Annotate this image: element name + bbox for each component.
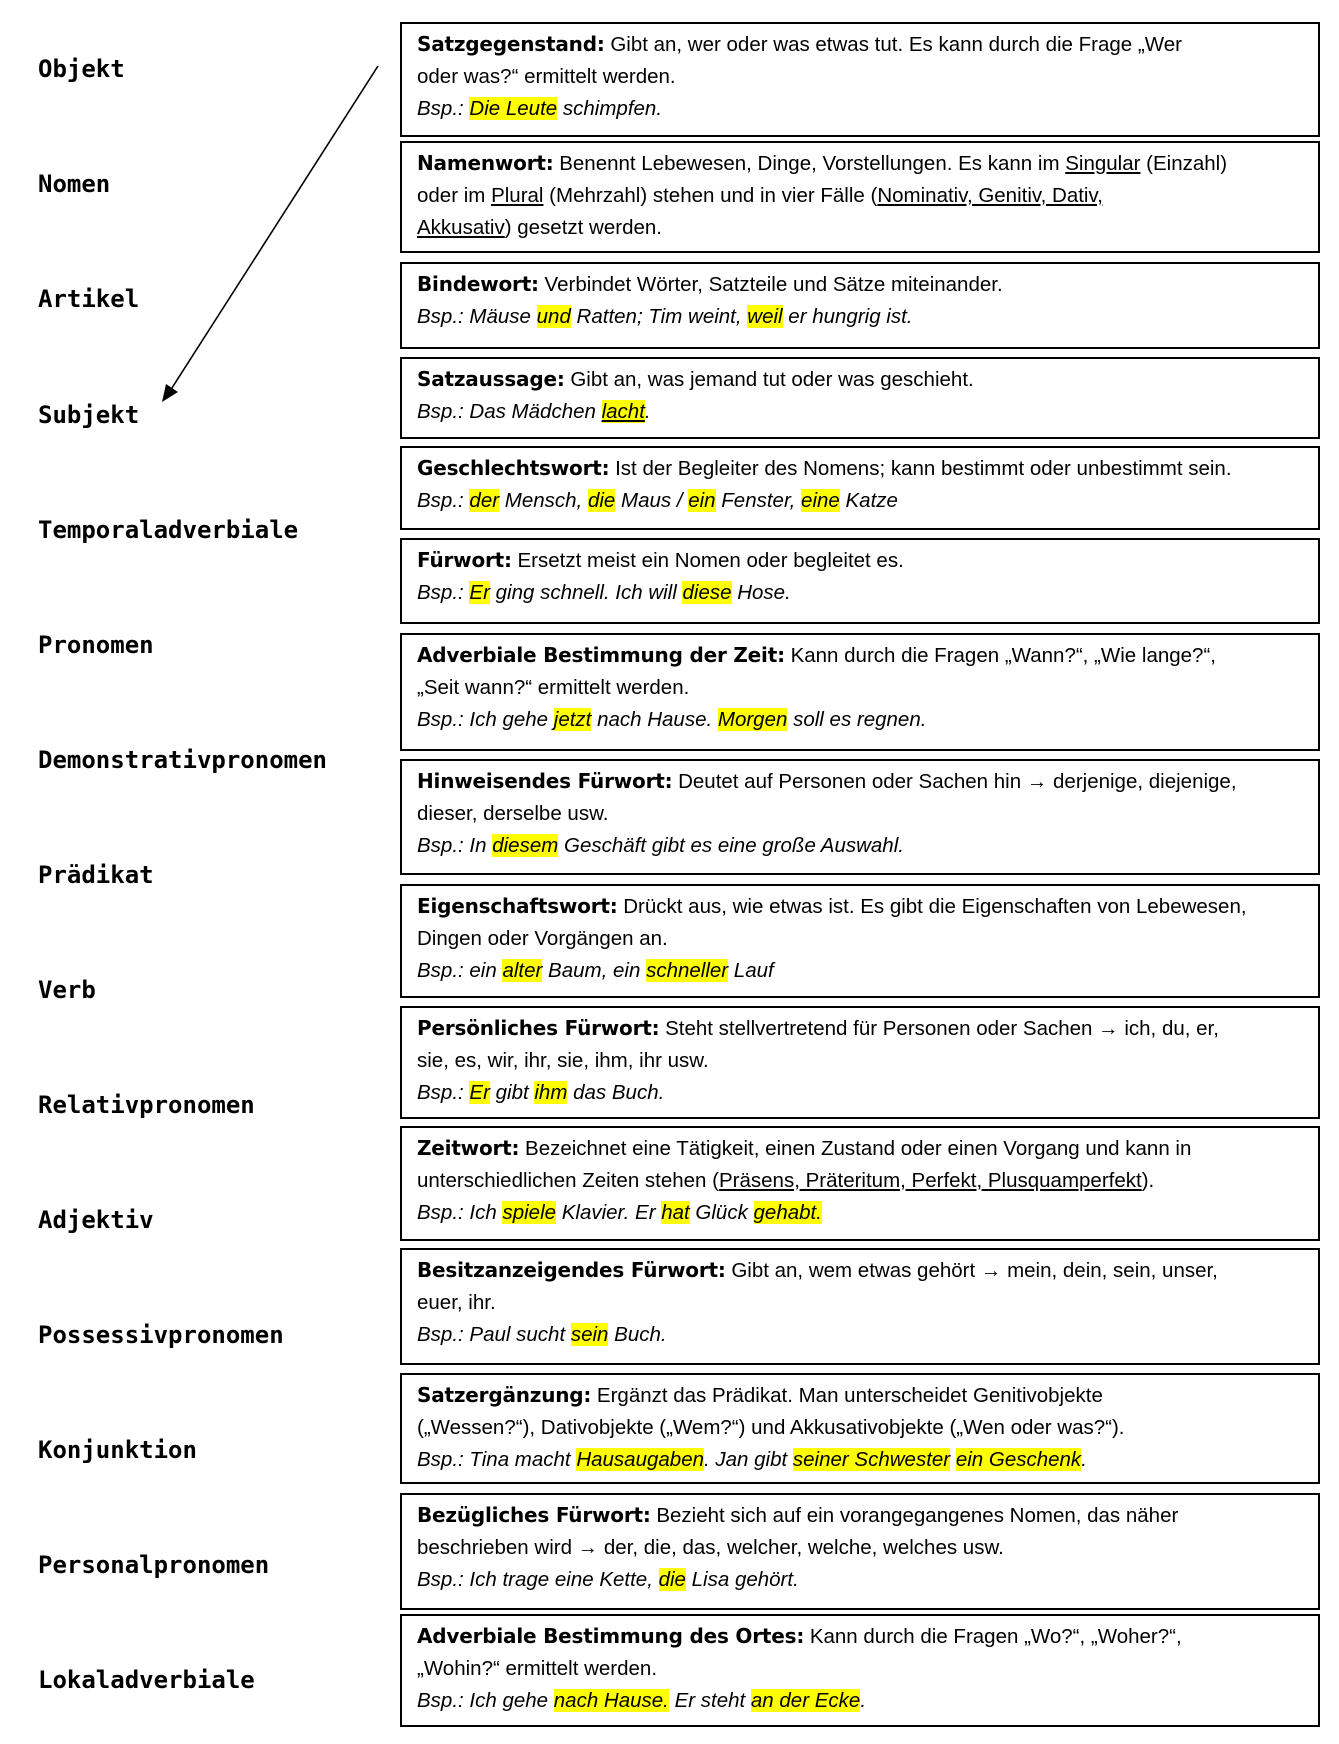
- example-text: an der Ecke: [750, 1689, 861, 1712]
- definition-line: [417, 544, 1304, 577]
- example-text: das Buch.: [567, 1081, 665, 1104]
- example-text: Bsp.: Ich gehe: [417, 1689, 554, 1712]
- definition-line: [417, 672, 1304, 704]
- example-line: [417, 1564, 1304, 1596]
- definition-box: [400, 1493, 1320, 1610]
- example-text: Fenster,: [715, 489, 802, 512]
- definition-text: (Einzahl): [1140, 152, 1228, 175]
- example-text: Bsp.:: [417, 581, 470, 604]
- example-text: .: [1081, 1448, 1087, 1471]
- definition-text: Ersetzt meist ein Nomen oder begleitet es.: [511, 549, 904, 572]
- definition-text: Kann durch die Fragen „Wo?“, „Woher?“,: [804, 1625, 1182, 1648]
- example-line: [417, 955, 1304, 987]
- example-text: ein: [688, 489, 716, 512]
- definition-text: Bezieht sich auf ein vorangegangenes Nomen, das näher: [650, 1504, 1179, 1527]
- definition-label: Bindewort:: [417, 272, 539, 296]
- definition-text: Plural: [491, 184, 544, 207]
- example-text: Er: [469, 581, 490, 604]
- example-line: [417, 485, 1304, 517]
- term-demonstrativpronomen: Demonstrativpronomen: [38, 746, 327, 774]
- definition-box: [400, 1006, 1320, 1119]
- term-relativpronomen: Relativpronomen: [38, 1091, 255, 1119]
- example-text: sein: [570, 1323, 609, 1346]
- definition-text: unterschiedlichen Zeiten stehen (: [417, 1169, 719, 1192]
- term-verb: Verb: [38, 976, 96, 1004]
- term-adjektiv: Adjektiv: [38, 1206, 154, 1234]
- definition-line: [417, 212, 1304, 244]
- definition-label: Hinweisendes Fürwort:: [417, 769, 673, 793]
- definition-text: Akkusativ: [417, 216, 505, 239]
- definition-box: [400, 1373, 1320, 1484]
- example-text: jetzt: [553, 708, 592, 731]
- definition-text: ) gesetzt werden.: [504, 216, 662, 239]
- definition-text: „Seit wann?“ ermittelt werden.: [417, 676, 690, 699]
- example-text: Mensch,: [499, 489, 588, 512]
- definition-text: ).: [1141, 1169, 1155, 1192]
- definition-label: Satzgegenstand:: [417, 32, 605, 56]
- definition-text: Steht stellvertretend für Personen oder Sachen → ich, du, er,: [659, 1017, 1219, 1040]
- definition-text: Singular: [1065, 152, 1141, 175]
- definition-box: [400, 884, 1320, 998]
- definition-box: [400, 262, 1320, 349]
- definition-label: Geschlechtswort:: [417, 456, 610, 480]
- definition-box: [400, 141, 1320, 253]
- example-text: Bsp.: ein: [417, 959, 503, 982]
- definition-text: („Wessen?“), Dativobjekte („Wem?“) und Akkusativobjekte („Wen oder was?“).: [417, 1416, 1125, 1439]
- example-text: seiner Schwester: [792, 1448, 951, 1471]
- definition-box: [400, 446, 1320, 530]
- definition-box: [400, 1248, 1320, 1365]
- example-line: [417, 577, 1304, 609]
- definition-text: Benennt Lebewesen, Dinge, Vorstellungen. Es kann im: [553, 152, 1066, 175]
- definition-text: Drückt aus, wie etwas ist. Es gibt die Eigenschaften von Lebewesen,: [617, 895, 1247, 918]
- definition-line: [417, 1132, 1304, 1165]
- definition-text: oder was?“ ermittelt werden.: [417, 65, 676, 88]
- example-text: Hausaugaben: [576, 1448, 704, 1471]
- example-text: ihm: [534, 1081, 568, 1104]
- example-text: Bsp.: Paul sucht: [417, 1323, 571, 1346]
- definition-line: [417, 765, 1304, 798]
- definition-text: sie, es, wir, ihr, sie, ihm, ihr usw.: [417, 1049, 709, 1072]
- definition-line: [417, 1620, 1304, 1653]
- definition-text: beschrieben wird → der, die, das, welcher, welche, welches usw.: [417, 1536, 1004, 1559]
- example-text: schimpfen.: [557, 97, 663, 120]
- definition-text: (Mehrzahl) stehen und in vier Fälle (: [543, 184, 878, 207]
- term-pronomen: Pronomen: [38, 631, 154, 659]
- definition-text: Ist der Begleiter des Nomens; kann bestimmt oder unbestimmt sein.: [609, 457, 1232, 480]
- definition-line: [417, 363, 1304, 396]
- definition-text: Kann durch die Fragen „Wann?“, „Wie lange?“,: [784, 644, 1216, 667]
- definition-box: [400, 759, 1320, 875]
- definition-label: Bezügliches Fürwort:: [417, 1503, 651, 1527]
- definition-text: euer, ihr.: [417, 1291, 496, 1314]
- definition-box: [400, 1126, 1320, 1241]
- example-text: .: [644, 400, 651, 423]
- example-text: nach Hause.: [591, 708, 718, 731]
- definition-line: [417, 180, 1304, 212]
- example-text: diesem: [492, 834, 559, 857]
- definition-text: Nominativ, Genitiv, Dativ,: [877, 184, 1103, 207]
- definition-label: Eigenschaftswort:: [417, 894, 618, 918]
- definition-text: „Wohin?“ ermittelt werden.: [417, 1657, 658, 1680]
- term-possessivpronomen: Possessivpronomen: [38, 1321, 284, 1349]
- example-text: Lauf: [728, 959, 774, 982]
- example-line: [417, 1197, 1304, 1229]
- example-text: Morgen: [717, 708, 788, 731]
- example-line: [417, 704, 1304, 736]
- example-text: er hungrig ist.: [782, 305, 913, 328]
- definition-line: [417, 798, 1304, 830]
- definition-line: [417, 639, 1304, 672]
- definition-line: [417, 1412, 1304, 1444]
- definition-text: oder im: [417, 184, 492, 207]
- example-text: weil: [747, 305, 783, 328]
- example-text: gibt: [489, 1081, 535, 1104]
- example-line: [417, 93, 1304, 125]
- example-text: der: [469, 489, 500, 512]
- definition-line: [417, 1532, 1304, 1564]
- example-line: [417, 301, 1304, 333]
- example-text: Geschäft gibt es eine große Auswahl.: [558, 834, 904, 857]
- example-text: die: [658, 1568, 686, 1591]
- definition-box: [400, 1614, 1320, 1727]
- example-text: Bsp.:: [417, 1081, 470, 1104]
- example-text: Bsp.: Das Mädchen: [417, 400, 602, 423]
- definition-text: Gibt an, wem etwas gehört → mein, dein, sein, unser,: [725, 1259, 1218, 1282]
- example-text: . Jan gibt: [704, 1448, 793, 1471]
- definition-line: [417, 1012, 1304, 1045]
- example-line: [417, 396, 1304, 428]
- example-text: Baum, ein: [542, 959, 647, 982]
- example-line: [417, 1444, 1304, 1476]
- definition-line: [417, 1254, 1304, 1287]
- definition-text: Gibt an, wer oder was etwas tut. Es kann durch die Frage „Wer: [604, 33, 1182, 56]
- term-lokaladverbiale: Lokaladverbiale: [38, 1666, 255, 1694]
- example-text: Bsp.:: [417, 97, 470, 120]
- definition-line: [417, 923, 1304, 955]
- example-text: Maus /: [615, 489, 689, 512]
- definition-label: Fürwort:: [417, 548, 512, 572]
- example-text: Klavier. Er: [556, 1201, 662, 1224]
- example-line: [417, 830, 1304, 862]
- definition-label: Satzergänzung:: [417, 1383, 592, 1407]
- example-text: Die Leute: [469, 97, 558, 120]
- definition-text: Dingen oder Vorgängen an.: [417, 927, 668, 950]
- definition-text: Ergänzt das Prädikat. Man unterscheidet Genitivobjekte: [591, 1384, 1103, 1407]
- definition-box: [400, 22, 1320, 137]
- example-line: [417, 1077, 1304, 1109]
- definition-line: [417, 1165, 1304, 1197]
- definition-line: [417, 1045, 1304, 1077]
- definition-text: Bezeichnet eine Tätigkeit, einen Zustand oder einen Vorgang und kann in: [519, 1137, 1192, 1160]
- term-konjunktion: Konjunktion: [38, 1436, 197, 1464]
- definition-line: [417, 28, 1304, 61]
- example-line: [417, 1685, 1304, 1717]
- term-artikel: Artikel: [38, 285, 140, 313]
- term-temporaladverbiale: Temporaladverbiale: [38, 516, 299, 544]
- definition-line: [417, 1499, 1304, 1532]
- example-text: lacht: [601, 400, 645, 423]
- definition-line: [417, 147, 1304, 180]
- example-text: .: [860, 1689, 867, 1712]
- example-text: Ratten; Tim weint,: [570, 305, 748, 328]
- term-praedikat: Prädikat: [38, 861, 154, 889]
- example-text: Hose.: [731, 581, 791, 604]
- definition-text: Gibt an, was jemand tut oder was geschieht.: [564, 368, 974, 391]
- example-text: Bsp.: Ich: [417, 1201, 503, 1224]
- example-text: Er: [469, 1081, 490, 1104]
- term-nomen: Nomen: [38, 170, 111, 198]
- example-text: nach Hause.: [553, 1689, 669, 1712]
- example-text: ging schnell. Ich will: [489, 581, 683, 604]
- definition-line: [417, 1379, 1304, 1412]
- example-text: eine: [801, 489, 840, 512]
- example-text: Bsp.: Ich gehe: [417, 708, 554, 731]
- definition-line: [417, 1653, 1304, 1685]
- definition-label: Satzaussage:: [417, 367, 565, 391]
- definition-label: Besitzanzeigendes Fürwort:: [417, 1258, 726, 1282]
- example-text: spiele: [502, 1201, 557, 1224]
- example-line: [417, 1319, 1304, 1351]
- definition-box: [400, 633, 1320, 751]
- example-text: Bsp.: In: [417, 834, 493, 857]
- definition-label: Namenwort:: [417, 151, 554, 175]
- definition-box: [400, 538, 1320, 624]
- example-text: Bsp.: Ich trage eine Kette,: [417, 1568, 659, 1591]
- term-subjekt: Subjekt: [38, 401, 140, 429]
- example-text: hat: [661, 1201, 690, 1224]
- definition-box: [400, 357, 1320, 439]
- example-text: soll es regnen.: [787, 708, 927, 731]
- example-text: ein Geschenk: [955, 1448, 1082, 1471]
- example-text: und: [536, 305, 571, 328]
- example-text: Glück: [689, 1201, 754, 1224]
- example-text: alter: [502, 959, 543, 982]
- example-text: Bsp.:: [417, 489, 470, 512]
- example-text: Buch.: [608, 1323, 667, 1346]
- definition-line: [417, 1287, 1304, 1319]
- example-text: gehabt.: [753, 1201, 822, 1224]
- example-text: Katze: [839, 489, 898, 512]
- definition-label: Adverbiale Bestimmung der Zeit:: [417, 643, 785, 667]
- definition-text: Verbindet Wörter, Satzteile und Sätze miteinander.: [538, 273, 1003, 296]
- definition-text: dieser, derselbe usw.: [417, 802, 609, 825]
- example-text: die: [587, 489, 616, 512]
- definition-label: Zeitwort:: [417, 1136, 520, 1160]
- example-text: Bsp.: Tina macht: [417, 1448, 577, 1471]
- example-text: schneller: [646, 959, 729, 982]
- example-text: Lisa gehört.: [685, 1568, 799, 1591]
- definition-line: [417, 61, 1304, 93]
- definition-line: [417, 268, 1304, 301]
- term-personalpronomen: Personalpronomen: [38, 1551, 270, 1579]
- definition-line: [417, 452, 1304, 485]
- definition-label: Persönliches Fürwort:: [417, 1016, 660, 1040]
- term-objekt: Objekt: [38, 55, 125, 83]
- example-text: [950, 1448, 956, 1471]
- definition-line: [417, 890, 1304, 923]
- definition-text: Deutet auf Personen oder Sachen hin → derjenige, diejenige,: [672, 770, 1237, 793]
- definition-text: Präsens, Präteritum, Perfekt, Plusquamperfekt: [719, 1169, 1142, 1192]
- definition-label: Adverbiale Bestimmung des Ortes:: [417, 1624, 805, 1648]
- example-text: Er steht: [668, 1689, 751, 1712]
- example-text: diese: [682, 581, 732, 604]
- example-text: Bsp.: Mäuse: [417, 305, 537, 328]
